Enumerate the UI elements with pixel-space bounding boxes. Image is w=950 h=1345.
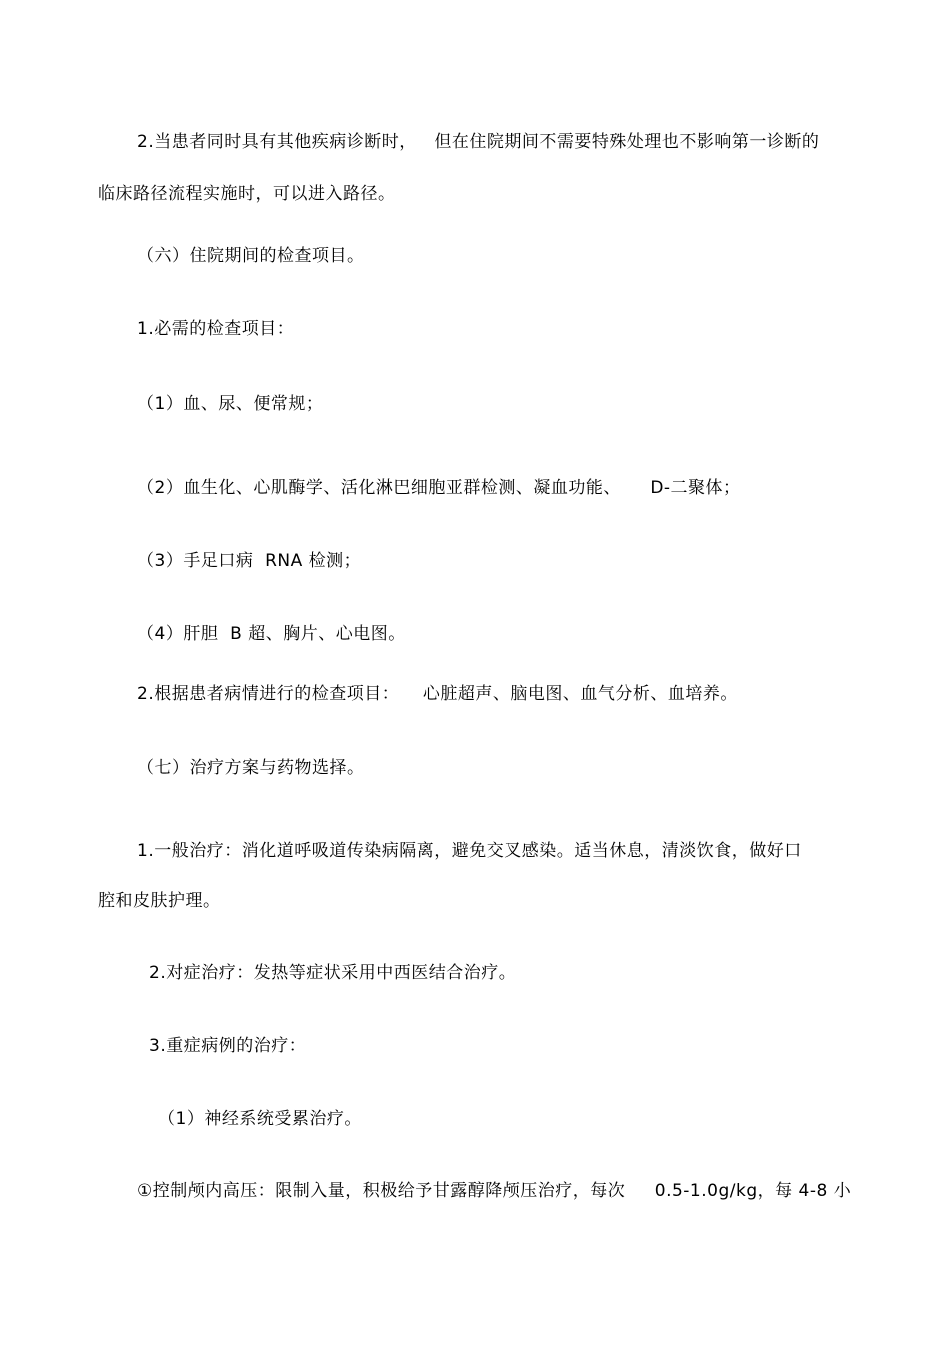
section-heading: （六）住院期间的检查项目。 [137, 246, 365, 266]
list-item: （1）血、尿、便常规； [137, 394, 324, 414]
paragraph-line: 2.当患者同时具有其他疾病诊断时， 但在住院期间不需要特殊处理也不影响第一诊断的 [137, 132, 820, 152]
list-item: （2）血生化、心肌酶学、活化淋巴细胞亚群检测、凝血功能、 D-二聚体； [137, 478, 741, 498]
section-heading: （七）治疗方案与药物选择。 [137, 758, 365, 778]
list-item: （3）手足口病 RNA 检测； [137, 551, 362, 571]
subsection-heading: 2.对症治疗：发热等症状采用中西医结合治疗。 [149, 963, 517, 983]
paragraph-line: 腔和皮肤护理。 [98, 891, 221, 911]
paragraph-line: ①控制颅内高压：限制入量，积极给予甘露醇降颅压治疗，每次 0.5-1.0g/kg，每 4-8 小 [137, 1181, 852, 1201]
subsection-heading: 2.根据患者病情进行的检查项目： 心脏超声、脑电图、血气分析、血培养。 [137, 684, 738, 704]
subsection-heading: 1.必需的检查项目： [137, 319, 295, 339]
paragraph-line: 1.一般治疗：消化道呼吸道传染病隔离，避免交叉感染。适当休息，清淡饮食，做好口 [137, 841, 802, 861]
list-item: （4）肝胆 B 超、胸片、心电图。 [137, 624, 406, 644]
subsection-heading: 3.重症病例的治疗： [149, 1036, 307, 1056]
list-item: （1）神经系统受累治疗。 [158, 1109, 362, 1129]
paragraph-line: 临床路径流程实施时，可以进入路径。 [98, 184, 396, 204]
